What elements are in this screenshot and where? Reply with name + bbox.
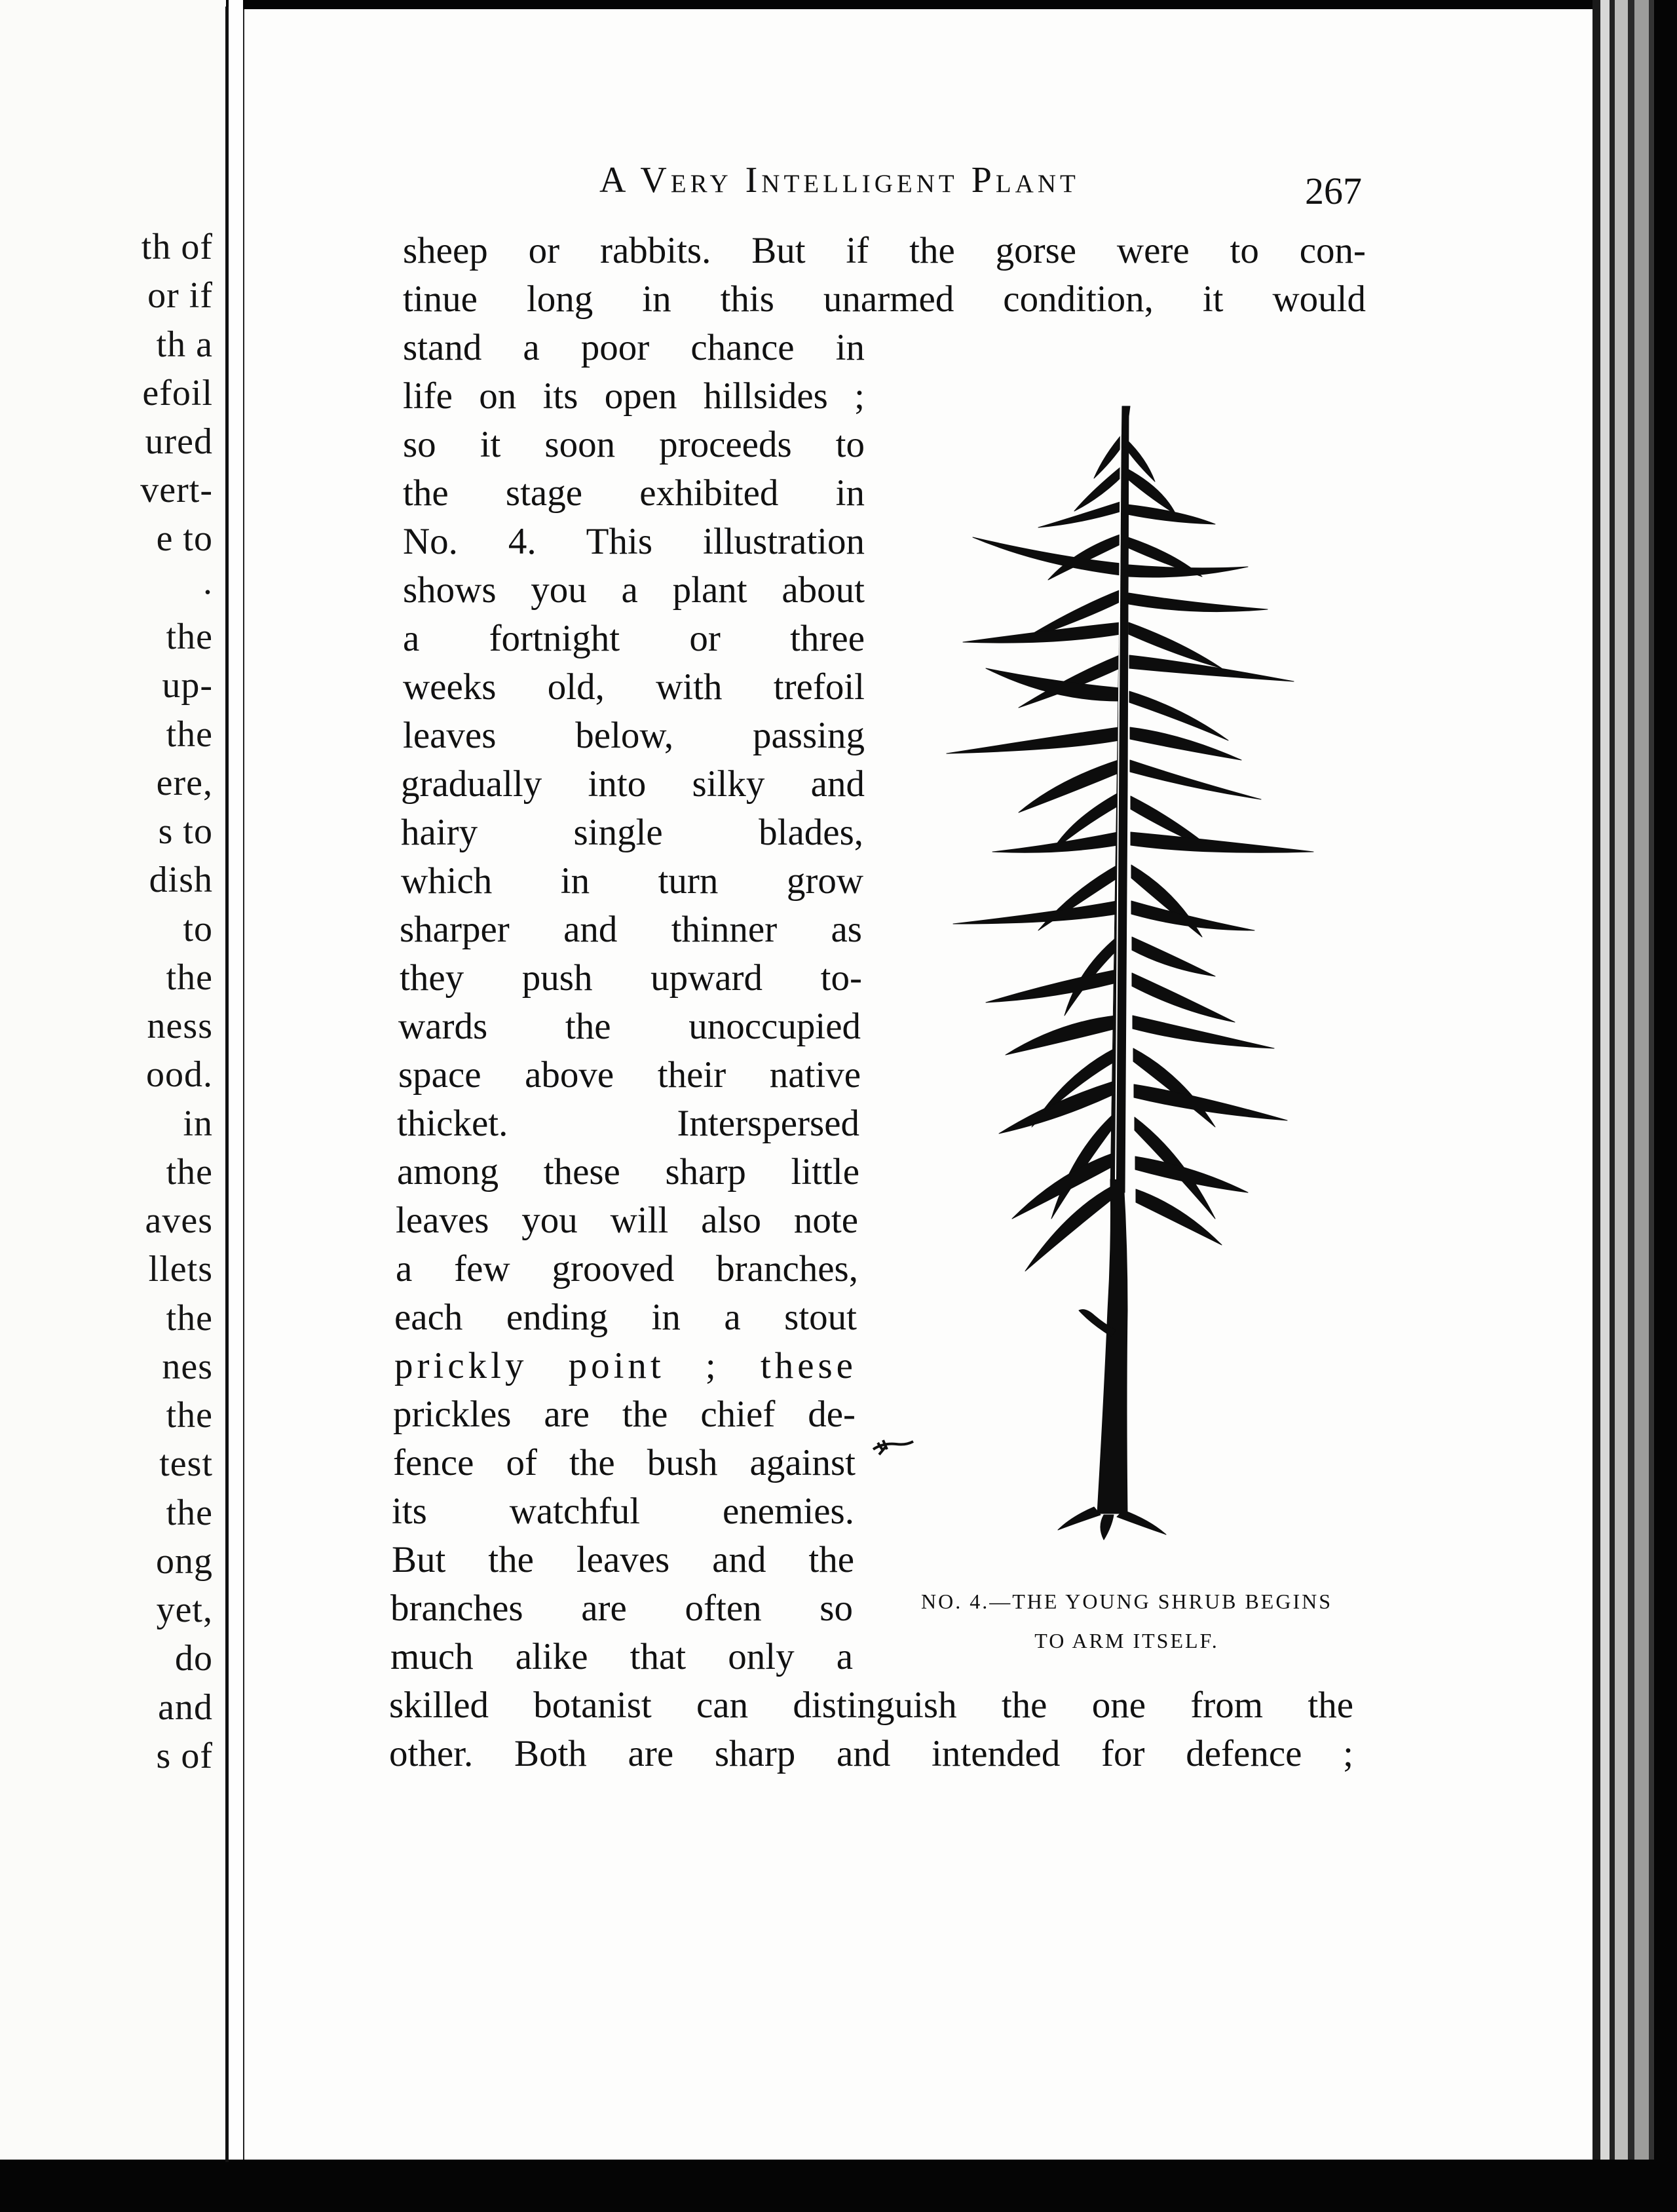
left-text-fragment: or if	[147, 275, 213, 316]
left-text-fragment: s to	[158, 811, 213, 852]
facing-left-page	[0, 0, 226, 2160]
left-text-fragment: aves	[145, 1200, 213, 1241]
left-text-fragment: the	[166, 957, 213, 998]
left-text-fragment: th of	[141, 227, 213, 267]
left-text-fragment: ong	[156, 1541, 213, 1582]
body-line: thicket. Interspersed	[397, 1103, 859, 1144]
left-text-fragment: in	[183, 1103, 213, 1144]
body-line: shows you a plant about	[403, 569, 865, 611]
left-text-fragment: the	[166, 1152, 213, 1192]
page-edges	[1634, 0, 1649, 2160]
left-text-fragment: up-	[162, 665, 213, 706]
body-line: hairy single blades,	[401, 812, 863, 853]
left-text-fragment: yet,	[156, 1590, 213, 1630]
page-edges	[1628, 0, 1634, 2160]
page-number: 267	[1305, 170, 1362, 212]
left-text-fragment: and	[158, 1687, 213, 1728]
gutter	[229, 0, 243, 2160]
left-text-fragment: test	[159, 1443, 213, 1484]
body-line: wards the unoccupied	[398, 1006, 861, 1047]
sprig-mark	[870, 1430, 916, 1462]
body-line: sheep or rabbits. But if the gorse were to con-	[403, 230, 1366, 271]
body-line: gradually into silky and	[401, 763, 865, 805]
body-line: other. Both are sharp and intended for defence ;	[389, 1733, 1353, 1774]
body-line: branches are often so	[390, 1588, 853, 1629]
body-line: But the leaves and the	[392, 1539, 854, 1580]
left-text-fragment: the	[166, 1298, 213, 1339]
body-line: prickly point ; these	[394, 1345, 857, 1386]
body-line: space above their native	[398, 1054, 861, 1096]
body-line: No. 4. This illustration	[403, 521, 865, 562]
left-text-fragment: llets	[148, 1249, 213, 1289]
body-line: prickles are the chief de-	[393, 1394, 856, 1435]
body-line: they push upward to-	[400, 957, 862, 999]
body-line: stand a poor chance in	[403, 327, 865, 368]
left-text-fragment: ood.	[146, 1054, 213, 1095]
left-text-fragment: dish	[149, 860, 213, 900]
left-text-fragment: ere,	[156, 763, 213, 803]
left-text-fragment: s of	[156, 1736, 213, 1776]
left-text-fragment: ness	[147, 1006, 213, 1046]
body-line: its watchful enemies.	[392, 1491, 854, 1532]
left-text-fragment: e to	[156, 518, 213, 559]
left-text-fragment: .	[203, 562, 213, 602]
left-text-fragment: the	[166, 1493, 213, 1533]
page-edges	[1592, 0, 1600, 2160]
body-line: fence of the bush against	[393, 1442, 856, 1483]
body-line: sharper and thinner as	[400, 909, 862, 950]
left-text-fragment: vert-	[140, 470, 213, 510]
body-line: so it soon proceeds to	[403, 424, 865, 465]
left-text-fragment: efoil	[142, 373, 213, 413]
body-line: skilled botanist can distinguish the one from the	[389, 1685, 1353, 1726]
left-text-fragment: nes	[162, 1346, 213, 1387]
left-text-fragment: do	[175, 1638, 213, 1679]
page-edges	[1610, 0, 1615, 2160]
left-text-fragment: the	[166, 617, 213, 657]
running-title: A Very Intelligent Plant	[599, 160, 1080, 200]
body-line: a fortnight or three	[403, 618, 865, 659]
left-text-fragment: ured	[145, 421, 213, 462]
left-text-fragment: to	[183, 909, 213, 949]
body-line: among these sharp little	[397, 1151, 859, 1192]
body-line: tinue long in this unarmed condition, it would	[403, 278, 1366, 320]
page-edges	[1649, 0, 1654, 2160]
page-edges	[1615, 0, 1628, 2160]
body-line: weeks old, with trefoil	[403, 666, 865, 708]
body-line: a few grooved branches,	[396, 1248, 858, 1289]
page-edges	[1600, 0, 1610, 2160]
body-line: which in turn grow	[401, 860, 863, 902]
gorse-shrub-illustration	[907, 393, 1366, 1546]
body-line: the stage exhibited in	[403, 472, 865, 514]
figure-caption-line1: NO. 4.—THE YOUNG SHRUB BEGINS	[920, 1590, 1333, 1613]
body-line: leaves you will also note	[396, 1200, 858, 1241]
figure-caption-line2: TO ARM ITSELF.	[1034, 1629, 1219, 1652]
left-text-fragment: the	[166, 1395, 213, 1436]
body-line: much alike that only a	[390, 1636, 853, 1677]
body-line: leaves below, passing	[403, 715, 865, 756]
left-text-fragment: th a	[156, 324, 213, 365]
body-line: each ending in a stout	[394, 1297, 857, 1338]
body-line: life on its open hillsides ;	[403, 375, 865, 417]
left-text-fragment: the	[166, 714, 213, 755]
